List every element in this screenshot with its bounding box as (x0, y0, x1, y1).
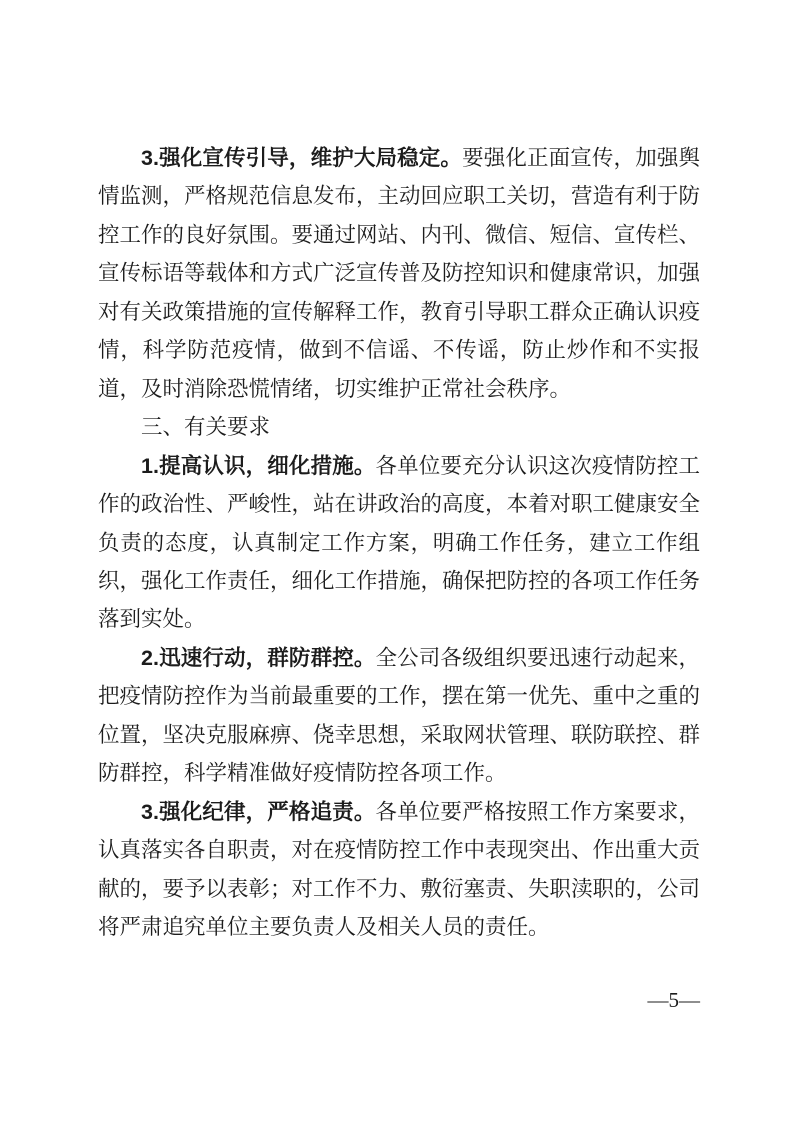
page-number: —5— (647, 988, 700, 1012)
paragraph-raise-awareness (98, 447, 700, 639)
paragraph-lead: 3.强化宣传引导，维护大局稳定。 (141, 146, 463, 170)
paragraph-lead: 1.提高认识，细化措施。 (141, 453, 376, 478)
paragraph-text: 全公司各级组织要迅速行动起来，把疫情防控作为当前最重要的工作，摆在第一优先、重中之重的位置，坚决克服麻痹、侥幸思想，采取网状管理、联防联控、群防群控，科学精准做好疫情防控各项工作。 (98, 645, 701, 786)
paragraph-lead: 2.迅速行动，群防群控。 (141, 645, 376, 670)
paragraph-strict-discipline (98, 793, 700, 947)
document-body (98, 139, 700, 947)
paragraph-rapid-action (98, 639, 700, 793)
section-heading-text: 三、有关要求 (141, 415, 271, 440)
paragraph-text: 各单位要充分认识这次疫情防控工作的政治性、严峻性，站在讲政治的高度，本着对职工健康安全负责的态度，认真制定工作方案，明确工作任务，建立工作组织，强化工作责任，细化工作措施，确保把防控的各项工作任务落到实处。 (98, 453, 701, 632)
paragraph-propaganda-guidance (98, 139, 700, 408)
paragraph-text: 各单位要严格按照工作方案要求，认真落实各自职责，对在疫情防控工作中表现突出、作出重大贡献的，要予以表彰；对工作不力、敷衍塞责、失职渎职的，公司将严肃追究单位主要负责人及相关人员的责任。 (98, 799, 701, 940)
paragraph-lead: 3.强化纪律，严格追责。 (141, 799, 376, 824)
section-heading-requirements (98, 408, 700, 446)
paragraph-text: 要强化正面宣传，加强舆情监测，严格规范信息发布，主动回应职工关切，营造有利于防控工作的良好氛围。要通过网站、内刊、微信、短信、宣传栏、宣传标语等载体和方式广泛宣传普及防控知识和健康常识，加强对有关政策措施的宣传解释工作，教育引导职工群众正确认识疫情，科学防范疫情，做到不信谣、不传谣，防止炒作和不实报道，及时消除恐慌情绪，切实维护正常社会秩序。 (98, 146, 701, 401)
